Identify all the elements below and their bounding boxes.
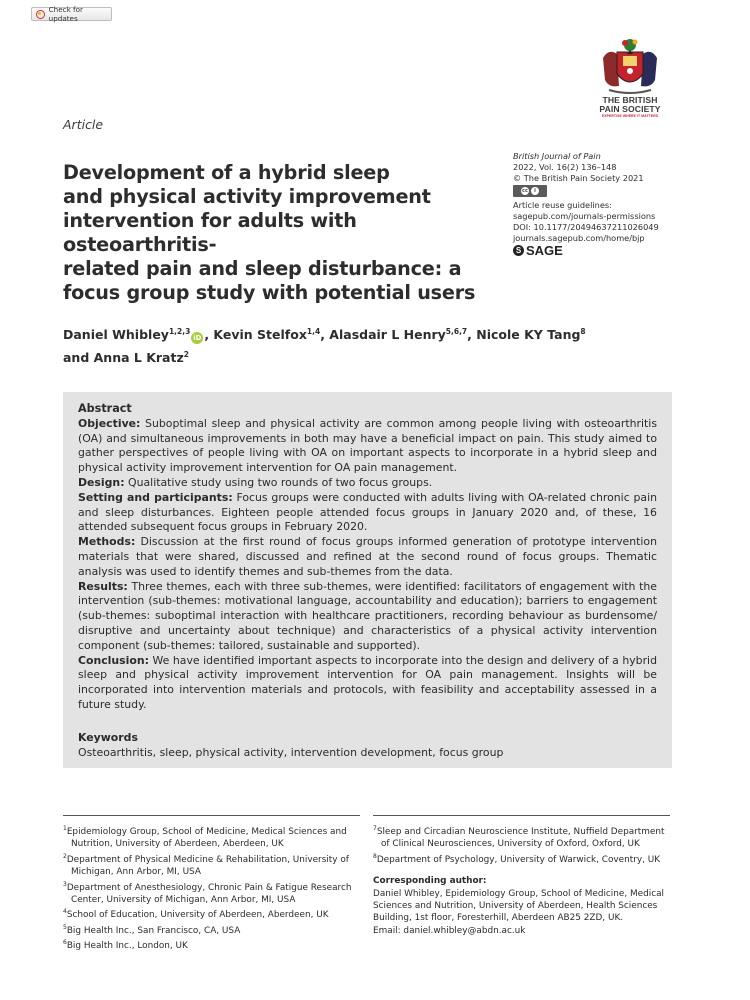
abstract-section-text: Discussion at the first round of focus groups informed generation of prototype intervention materials that were shared, discussed and refined at the second round of focus groups. Thematic analysis was used to identify themes and sub-themes from the data. [78,535,657,578]
affiliation-text: Department of Psychology, University of Warwick, Coventry, UK [376,854,661,865]
footnote-divider-right [373,815,670,816]
article-title [63,161,503,305]
abstract-content [78,402,657,760]
author-line [63,322,623,345]
author-line [63,345,623,368]
author-separator: , [467,327,477,343]
footnote-divider-left [63,815,360,816]
affiliation-item [63,922,363,937]
abstract-section-label: Conclusion: [78,653,149,667]
check-for-updates-label: Check for updates [48,5,83,23]
article-type: Article [63,117,104,132]
check-for-updates-button[interactable] [31,7,112,21]
keywords-list: Osteoarthritis, sleep, physical activity, intervention development, focus group [78,745,504,759]
abstract-section-text: Three themes, each with three sub-themes, were identified: facilitators of engagement with the intervention (sub-themes: motivational language, accountability and education); barriers to engagement (sub-themes: suboptimal interaction with healthcare practitioners, recording behaviour as burdensome/ disruptive and uncertainty about technique) and characteristics of a physical activity intervention component (sub-themes: tailored, sustainable and supported). [78,579,657,652]
affiliation-item [373,851,673,866]
affiliation-number: 4 [63,908,67,916]
abstract-setting [78,491,657,535]
affiliation-item [63,937,363,952]
abstract-objective [78,417,657,476]
author-affiliation-refs: 1,4 [306,327,321,336]
affiliation-number: 1 [63,825,67,832]
corresponding-author-heading: Corresponding author: [373,876,487,887]
abstract-section-text: Focus groups were conducted with adults living with OA-related chronic pain and sleep disturbances. Eighteen people attended focus groups in January 2020 and, of these, 16 attended subsequent focus groups in February 2020. [78,490,657,534]
abstract-results [78,580,657,654]
author-affiliation-refs: 1,2,3 [168,327,191,336]
author-affiliation-refs: 5,6,7 [445,327,468,336]
reuse-link[interactable]: sagepub.com/journals-permissions [513,211,656,221]
abstract-heading: Abstract [78,402,132,415]
author-affiliation-refs: 8 [580,327,586,336]
affiliation-number: 8 [373,852,377,860]
title-line: and physical activity improvement [63,185,431,208]
abstract-section-label: Methods: [78,535,136,549]
coat-of-arms-icon [597,36,663,96]
affiliation-text: Department of Anesthesiology, Chronic Pain & Fatigue Research Center, University of Michigan, Ann Arbor, MI, USA [66,882,352,905]
sage-icon: S [513,245,524,256]
abstract-section-label: Design: [78,475,125,489]
affiliation-number: 5 [63,923,67,931]
author-separator: , [204,327,214,343]
british-pain-society-logo [594,36,666,130]
abstract-box [63,392,672,768]
abstract-section-text: Suboptimal sleep and physical activity are common among people living with osteoarthritis (OA) and simultaneous improvements in both may have a beneficial impact on pain. This study aimed to gather perspectives of people living with OA on important aspects to incorporate in a hybrid sleep and physical activity improvement intervention for OA pain management. [78,416,657,475]
abstract-design [78,476,657,491]
orcid-icon[interactable]: iD [193,334,202,343]
affiliation-text: Sleep and Circadian Neuroscience Institute, Nuffield Department of Clinical Neurosciences, University of Oxford, Oxford, UK [376,826,665,850]
title-line: focus group study with potential users [63,281,476,304]
abstract-methods [78,535,657,579]
affiliation-item [63,823,363,851]
author-separator: , [320,327,330,343]
journal-name: British Journal of Pain [513,151,601,161]
affiliation-item [373,823,673,851]
cc-by-icon: cc i [513,185,547,197]
author-name: Kevin Stelfox [213,327,307,343]
corresponding-author-address: Daniel Whibley, Epidemiology Group, School of Medicine, Medical Sciences and Nutrition, University of Aberdeen, Health Sciences Building, 1st floor, Foresterhill, Aberdeen AB25 2ZD, UK. [373,888,664,924]
affiliation-number: 2 [63,852,67,860]
author-name: Nicole KY Tang [476,327,581,343]
society-tagline: EXPERTISE WHERE IT MATTERS [601,114,659,119]
author-name: Daniel Whibley [63,327,169,343]
affiliation-number: 3 [63,880,67,888]
affiliation-text: Department of Physical Medicine & Rehabilitation, University of Michigan, Ann Arbor, MI, USA [66,854,349,878]
journal-copyright: © The British Pain Society 2021 [513,173,644,183]
affiliation-number: 6 [63,939,67,947]
abstract-section-label: Results: [78,579,128,593]
abstract-section-text: We have identified important aspects to incorporate into the design and delivery of a hybrid sleep and physical activity improvement intervention for OA pain management. Insights will be incorporated into intervention materials and protocols, with feasibility and acceptability assessed in a future study. [78,653,657,711]
keywords-heading: Keywords [78,730,138,744]
abstract-section-text: Qualitative study using two rounds of two focus groups. [128,475,433,489]
author-list [63,322,623,368]
abstract-conclusion [78,654,657,713]
author-name: Alasdair L Henry [329,327,446,343]
crossmark-icon [36,10,45,19]
affiliations-right [373,823,673,937]
author-affiliation-refs: 2 [183,350,189,360]
corresponding-author-email[interactable]: Email: daniel.whibley@abdn.ac.uk [373,925,526,936]
society-name-line2: PAIN SOCIETY [599,103,661,114]
journal-home-link[interactable]: journals.sagepub.com/home/bjp [513,233,645,243]
abstract-section-label: Setting and participants: [78,490,233,504]
affiliation-text: Big Health Inc., London, UK [66,941,188,952]
abstract-section-label: Objective: [78,416,141,430]
affiliation-number: 7 [373,825,377,832]
affiliation-item [63,851,363,879]
doi-link[interactable]: DOI: 10.1177/20494637211026049 [513,222,659,232]
affiliation-text: Big Health Inc., San Francisco, CA, USA [66,925,241,936]
journal-volume: 2022, Vol. 16(2) 136–148 [513,162,617,172]
affiliation-item [63,879,363,907]
title-line: related pain and sleep disturbance: a [63,257,462,280]
publisher-name: SAGE [526,243,563,258]
sage-logo [513,245,693,256]
affiliation-text: Epidemiology Group, School of Medicine, Medical Sciences and Nutrition, University of Aberdeen, Aberdeen, UK [66,826,347,850]
journal-info [513,151,693,256]
author-name: and Anna L Kratz [63,350,184,366]
affiliation-text: School of Education, University of Aberdeen, Aberdeen, UK [66,910,329,921]
title-line: intervention for adults with osteoarthritis- [63,209,357,256]
reuse-label: Article reuse guidelines: [513,200,612,210]
affiliation-item [63,906,363,921]
affiliations-left [63,823,363,952]
title-line: Development of a hybrid sleep [63,161,390,184]
society-name-line1: THE BRITISH [602,95,658,105]
